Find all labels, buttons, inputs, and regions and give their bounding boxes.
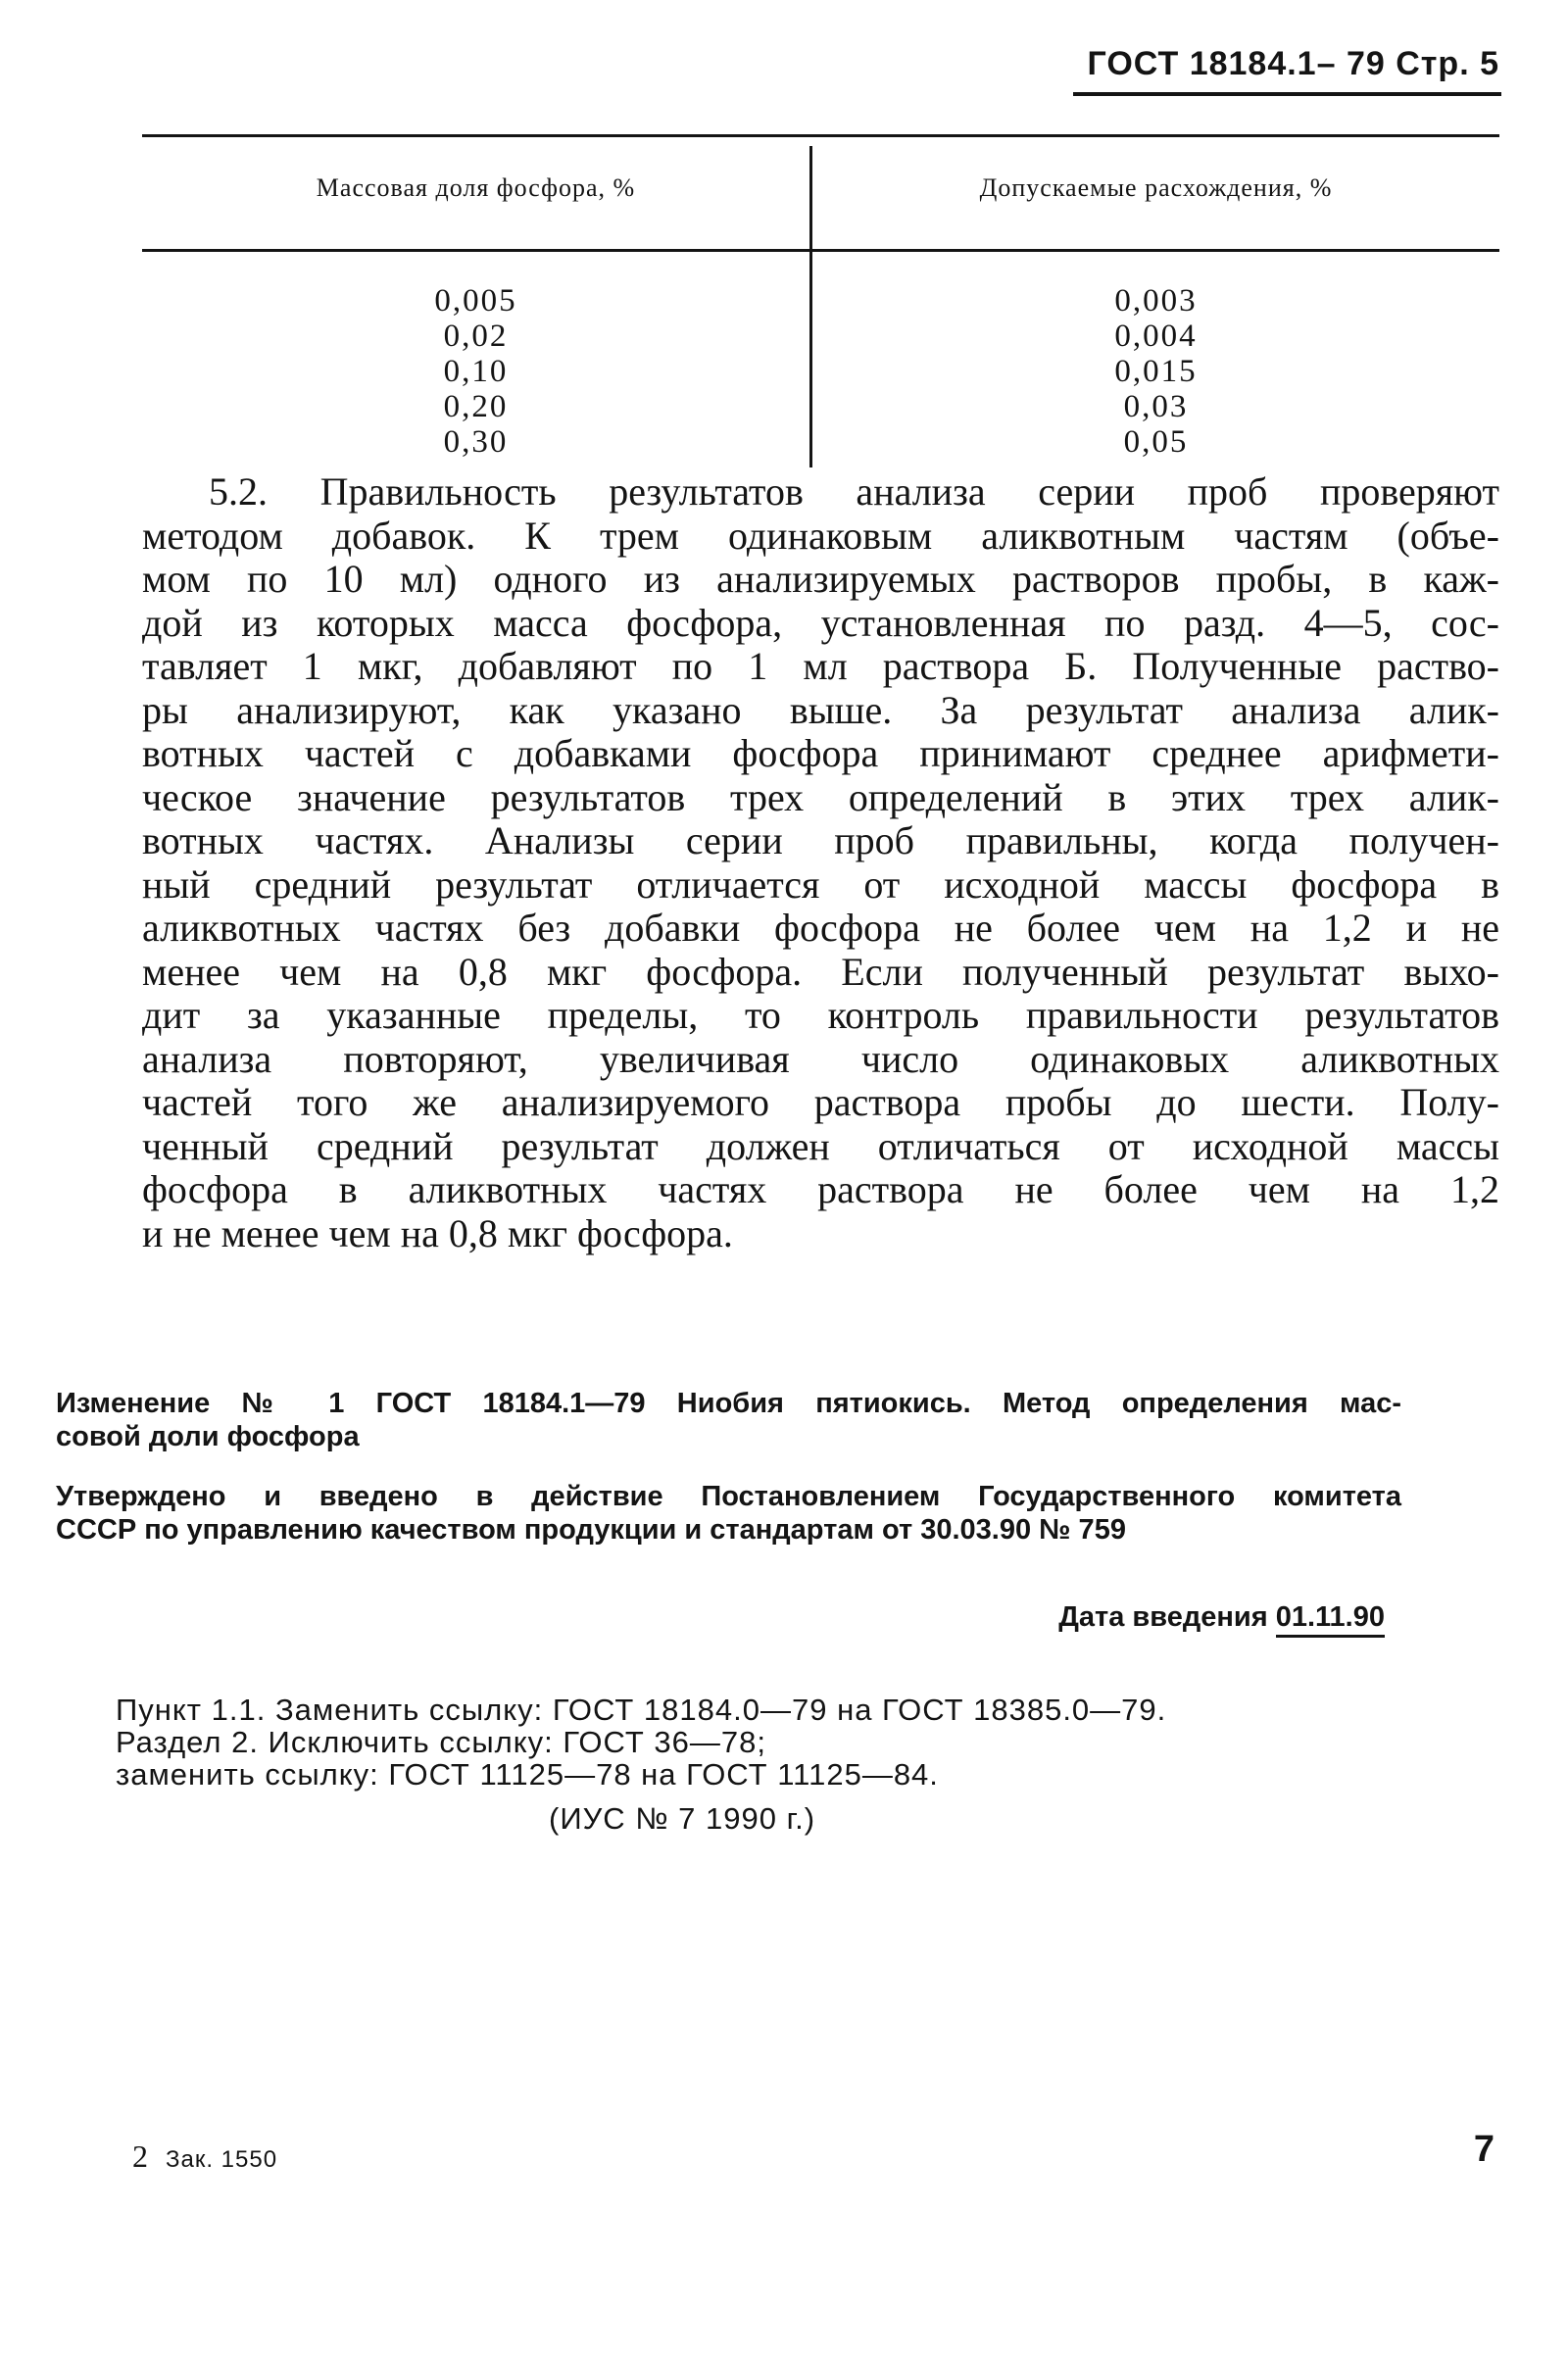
change-line: Пункт 1.1. Заменить ссылку: ГОСТ 18184.0—79 на ГОСТ 18385.0—79. — [116, 1693, 1167, 1727]
paragraph-line: ры анализируют, как указано выше. За результат анализа алик- — [142, 687, 1499, 732]
paragraph-line: анализа повторяют, увеличивая число одинаковых аликвотных — [142, 1036, 1499, 1081]
table-cell: 0,20 — [443, 389, 509, 424]
amendment-title-line: совой доли фосфора — [56, 1421, 360, 1452]
paragraph-line: менее чем на 0,8 мкг фосфора. Если полученный результат выхо- — [142, 949, 1499, 994]
paragraph-line: мом по 10 мл) одного из анализируемых растворов пробы, в каж- — [142, 557, 1499, 601]
paragraph-5-2 — [142, 470, 1499, 1255]
page-header: ГОСТ 18184.1– 79 Стр. 5 — [1087, 45, 1499, 82]
paragraph-line: дит за указанные пределы, то контроль правильности результатов — [142, 993, 1499, 1037]
paragraph-line: частей того же анализируемого раствора пробы до шести. Полу- — [142, 1080, 1499, 1124]
amendment-changes — [116, 1694, 1341, 1791]
amendment-approval-line: Утверждено и введено в действие Постановлением Государственного комитета — [56, 1481, 1401, 1512]
change-line: Раздел 2. Исключить ссылку: ГОСТ 36—78; — [116, 1725, 766, 1759]
table-cell: 0,015 — [1114, 354, 1198, 389]
column-header-mass-fraction: Массовая доля фосфора, % — [316, 173, 636, 202]
effective-date-value: 01.11.90 — [1276, 1601, 1385, 1638]
column-header-tolerance: Допускаемые расхождения, % — [979, 173, 1333, 202]
table-header-rule — [142, 249, 1499, 252]
effective-date-label: Дата введения — [1058, 1601, 1268, 1633]
effective-date — [882, 1601, 1385, 1634]
paragraph-line: методом добавок. К трем одинаковым аликвотным частям (объе- — [142, 513, 1499, 558]
header-rule — [1073, 92, 1501, 96]
table-cell: 0,005 — [434, 283, 517, 319]
footer-order-number: Зак. 1550 — [166, 2146, 278, 2173]
amendment-approval — [56, 1480, 1401, 1547]
paragraph-line: вотных частях. Анализы серии проб правильны, когда получен- — [142, 818, 1499, 862]
footer-signature-number: 2 — [132, 2138, 148, 2174]
paragraph-line: ный средний результат отличается от исходной массы фосфора в — [142, 861, 1499, 907]
paragraph-line: дой из которых масса фосфора, установленная по разд. 4—5, сос- — [142, 600, 1499, 645]
amendment-title-line: Изменение № 1 ГОСТ 18184.1—79 Ниобия пятиокись. Метод определения мас- — [56, 1388, 1401, 1419]
table-cell: 0,10 — [443, 354, 509, 389]
change-line: заменить ссылку: ГОСТ 11125—78 на ГОСТ 11125—84. — [116, 1757, 939, 1792]
paragraph-line: ченный средний результат должен отличаться от исходной массы — [142, 1123, 1499, 1168]
table-cell: 0,03 — [1123, 389, 1189, 424]
tolerance-values — [812, 283, 1499, 460]
table-cell: 0,05 — [1123, 424, 1189, 460]
table-cell: 0,30 — [443, 424, 509, 460]
paragraph-line: и не менее чем на 0,8 мкг фосфора. — [142, 1210, 733, 1255]
amendment-title — [56, 1387, 1401, 1453]
amendment-approval-line: СССР по управлению качеством продукции и стандартам от 30.03.90 № 759 — [56, 1514, 1126, 1546]
paragraph-line: фосфора в аликвотных частях раствора не более чем на 1,2 — [142, 1167, 1499, 1211]
tolerance-table — [142, 134, 1499, 467]
amendment-source: (ИУС № 7 1990 г.) — [549, 1801, 816, 1836]
table-cell: 0,02 — [443, 319, 509, 354]
table-top-rule — [142, 134, 1499, 137]
footer-order — [132, 2138, 277, 2175]
table-cell: 0,004 — [1114, 319, 1198, 354]
paragraph-line: вотных частей с добавками фосфора принимают среднее арифмети- — [142, 731, 1499, 775]
paragraph-line: ческое значение результатов трех определений в этих трех алик- — [142, 774, 1499, 819]
table-cell: 0,003 — [1114, 283, 1198, 319]
page-number: 7 — [1473, 2129, 1494, 2170]
paragraph-line: 5.2. Правильность результатов анализа серии проб проверяют — [209, 469, 1499, 514]
mass-fraction-values — [142, 283, 809, 460]
paragraph-line: тавляет 1 мкг, добавляют по 1 мл раствора Б. Полученные раство- — [142, 644, 1499, 688]
paragraph-line: аликвотных частях без добавки фосфора не более чем на 1,2 и не — [142, 906, 1499, 950]
